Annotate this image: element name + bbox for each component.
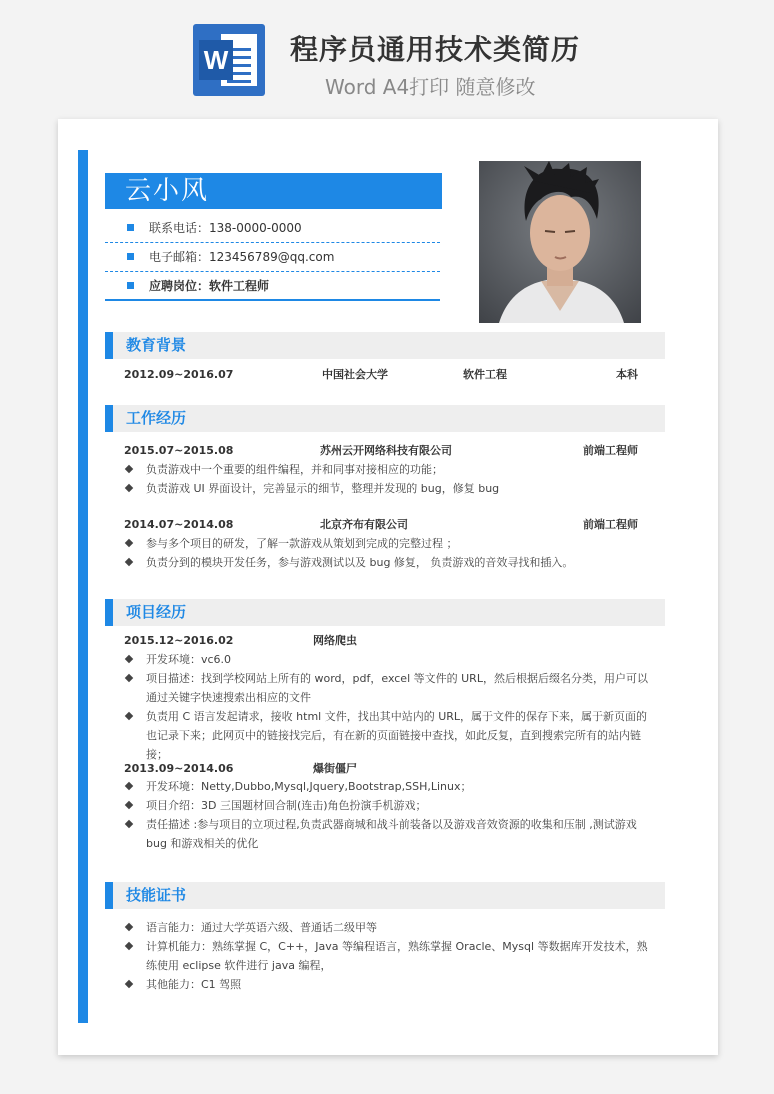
job-period: 2015.07~2015.08 xyxy=(124,444,234,457)
diamond-bullet-icon xyxy=(125,674,133,682)
edu-degree: 本科 xyxy=(616,368,638,381)
diamond-bullet-icon xyxy=(125,923,133,931)
project-period: 2015.12~2016.02 xyxy=(124,634,234,647)
word-letter: W xyxy=(199,40,233,80)
position-line xyxy=(105,272,440,301)
diamond-bullet-icon xyxy=(125,942,133,950)
portrait-image xyxy=(479,161,641,323)
list-item: 其他能力：C1 驾照 xyxy=(126,975,654,994)
list-item: 负责游戏 UI 界面设计，完善显示的细节，整理并发现的 bug，修复 bug xyxy=(126,479,654,498)
list-item: 负责分到的模块开发任务，参与游戏测试以及 bug 修复， 负责游戏的音效寻找和插入。 xyxy=(126,553,654,572)
list-item: 开发环境：Netty,Dubbo,Mysql,Jquery,Bootstrap,SSH,Linux； xyxy=(126,777,654,796)
project-period: 2013.09~2014.06 xyxy=(124,762,234,775)
phone-line xyxy=(105,214,440,243)
diamond-bullet-icon xyxy=(125,782,133,790)
section-title: 工作经历 xyxy=(126,409,187,427)
job-role: 前端工程师 xyxy=(583,444,638,457)
square-bullet-icon xyxy=(127,282,134,289)
job-period: 2014.07~2014.08 xyxy=(124,518,234,531)
accent-bar xyxy=(78,150,88,1023)
project-name: 爆街僵尸 xyxy=(313,762,357,775)
phone-text: 联系电话：138-0000-0000 xyxy=(149,221,302,235)
diamond-bullet-icon xyxy=(125,539,133,547)
section-education xyxy=(105,332,665,359)
word-icon xyxy=(193,24,265,96)
diamond-bullet-icon xyxy=(125,801,133,809)
diamond-bullet-icon xyxy=(125,484,133,492)
section-title: 项目经历 xyxy=(126,603,187,621)
section-projects xyxy=(105,599,665,626)
list-item: 开发环境：vc6.0 xyxy=(126,650,654,669)
job-role: 前端工程师 xyxy=(583,518,638,531)
square-bullet-icon xyxy=(127,253,134,260)
section-work xyxy=(105,405,665,432)
list-item: 语言能力：通过大学英语六级、普通话二级甲等 xyxy=(126,918,654,937)
list-item: 负责用 C 语言发起请求，接收 html 文件，找出其中站内的 URL，属于文件的保存下来，属于新页面的也记录下来；此网页中的链接找完后，有在新的页面链接中查找，如此反复，直到搜索完所有的站内链接； xyxy=(126,707,654,764)
profile-photo xyxy=(479,161,641,323)
list-item: 项目介绍：3D 三国题材回合制(连击)角色扮演手机游戏； xyxy=(126,796,654,815)
diamond-bullet-icon xyxy=(125,465,133,473)
list-item: 责任描述 :参与项目的立项过程,负责武器商城和战斗前装备以及游戏音效资源的收集和压制 ,测试游戏 bug 和游戏相关的优化 xyxy=(126,815,654,853)
list-item: 参与多个项目的研发，了解一款游戏从策划到完成的完整过程 ； xyxy=(126,534,654,553)
list-item: 负责游戏中一个重要的组件编程，并和同事对接相应的功能； xyxy=(126,460,654,479)
banner-title: 程序员通用技术类简历 xyxy=(290,33,581,66)
section-title: 技能证书 xyxy=(126,886,187,904)
diamond-bullet-icon xyxy=(125,980,133,988)
position-text: 应聘岗位：软件工程师 xyxy=(149,279,270,293)
edu-major: 软件工程 xyxy=(463,368,507,381)
project-name: 网络爬虫 xyxy=(313,634,357,647)
resume-page xyxy=(58,119,718,1055)
diamond-bullet-icon xyxy=(125,712,133,720)
email-line xyxy=(105,243,440,272)
square-bullet-icon xyxy=(127,224,134,231)
job-company: 北京齐布有限公司 xyxy=(320,518,408,531)
diamond-bullet-icon xyxy=(125,655,133,663)
name-title: 云小风 xyxy=(105,173,442,209)
edu-school: 中国社会大学 xyxy=(322,368,388,381)
header-banner xyxy=(0,0,774,110)
section-title: 教育背景 xyxy=(126,336,187,354)
section-skills xyxy=(105,882,665,909)
email-text: 电子邮箱：123456789@qq.com xyxy=(149,250,335,264)
diamond-bullet-icon xyxy=(125,820,133,828)
list-item: 项目描述：找到学校网站上所有的 word，pdf，excel 等文件的 URL，然后根据后缀名分类，用户可以通过关键字快速搜索出相应的文件 xyxy=(126,669,654,707)
diamond-bullet-icon xyxy=(125,558,133,566)
edu-period: 2012.09~2016.07 xyxy=(124,368,234,381)
job-company: 苏州云开网络科技有限公司 xyxy=(320,444,452,457)
banner-subtitle: Word A4打印 随意修改 xyxy=(325,75,536,99)
list-item: 计算机能力：熟练掌握 C，C++，Java 等编程语言，熟练掌握 Oracle、Mysql 等数据库开发技术，熟练使用 eclipse 软件进行 java 编程， xyxy=(126,937,654,975)
